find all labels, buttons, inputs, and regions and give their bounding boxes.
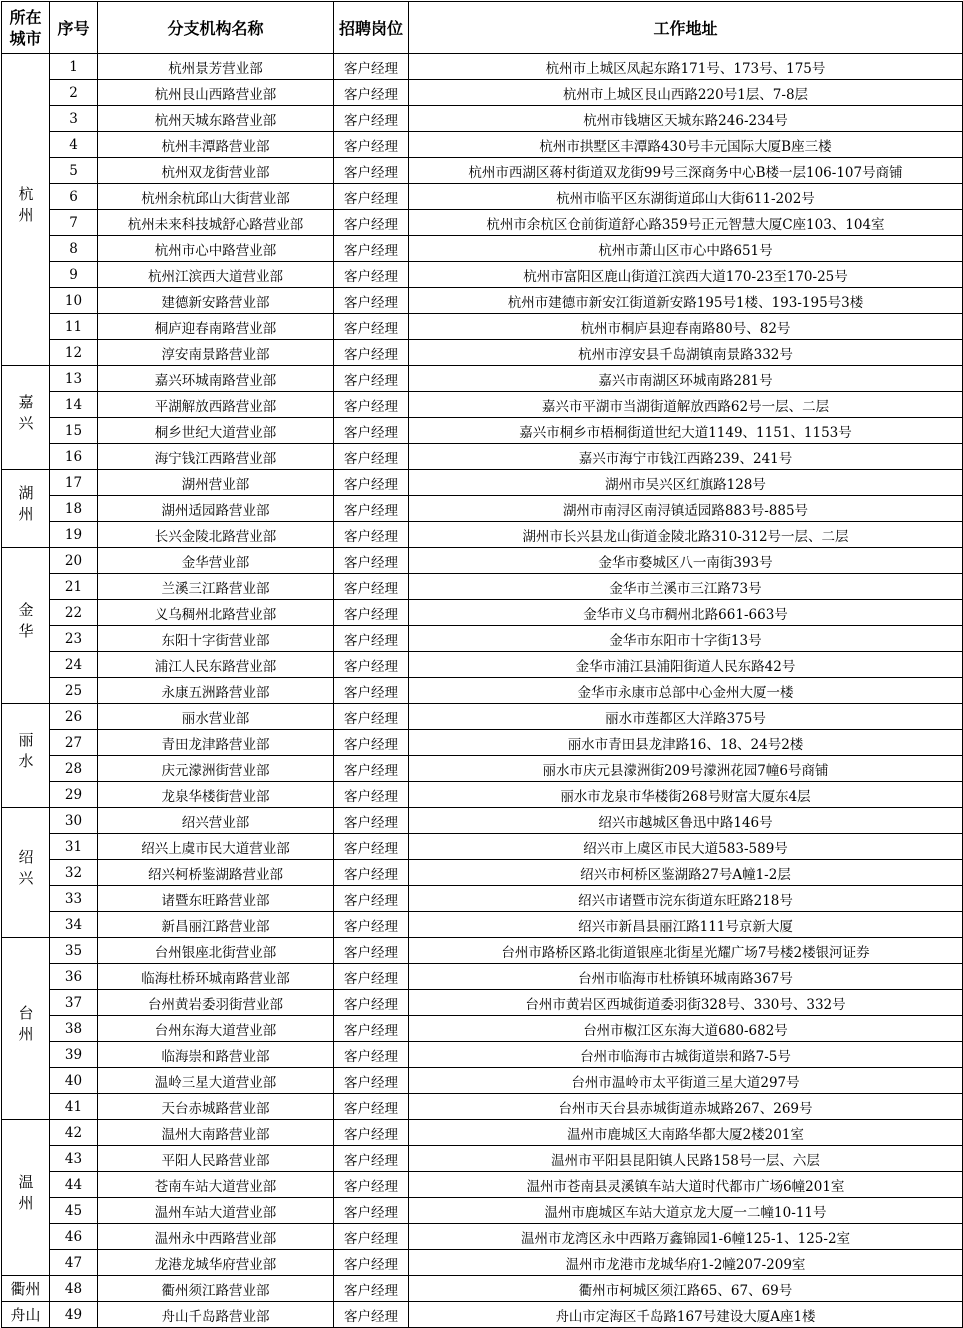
row-number: 46 xyxy=(50,1224,98,1250)
work-address: 丽水市青田县龙津路16、18、24号2楼 xyxy=(409,730,963,756)
table-row xyxy=(2,236,963,262)
work-address: 绍兴市上虞区市民大道583-589号 xyxy=(409,834,963,860)
work-address: 丽水市莲都区大洋路375号 xyxy=(409,704,963,730)
table-row xyxy=(2,262,963,288)
work-address: 衢州市柯城区须江路65、67、69号 xyxy=(409,1276,963,1302)
work-address: 台州市临海市古城街道崇和路7-5号 xyxy=(409,1042,963,1068)
row-number: 7 xyxy=(50,210,98,236)
table-row xyxy=(2,782,963,808)
branch-name: 台州黄岩委羽街营业部 xyxy=(98,990,334,1016)
city-cell xyxy=(2,938,50,1120)
table-row xyxy=(2,1042,963,1068)
position-name: 客户经理 xyxy=(334,574,409,600)
work-address: 金华市婺城区八一南街393号 xyxy=(409,548,963,574)
position-name: 客户经理 xyxy=(334,912,409,938)
branch-name: 嘉兴环城南路营业部 xyxy=(98,366,334,392)
row-number: 21 xyxy=(50,574,98,600)
branch-name: 平湖解放西路营业部 xyxy=(98,392,334,418)
row-number: 47 xyxy=(50,1250,98,1276)
position-name: 客户经理 xyxy=(334,730,409,756)
row-number: 43 xyxy=(50,1146,98,1172)
work-address: 金华市兰溪市三江路73号 xyxy=(409,574,963,600)
row-number: 27 xyxy=(50,730,98,756)
work-address: 杭州市建德市新安江街道新安路195号1楼、193-195号3楼 xyxy=(409,288,963,314)
table-row xyxy=(2,340,963,366)
city-cell xyxy=(2,704,50,808)
position-name: 客户经理 xyxy=(334,808,409,834)
row-number: 26 xyxy=(50,704,98,730)
row-number: 34 xyxy=(50,912,98,938)
work-address: 台州市路桥区路北街道银座北街星光耀广场7号楼2楼银河证券 xyxy=(409,938,963,964)
position-name: 客户经理 xyxy=(334,756,409,782)
table-row xyxy=(2,964,963,990)
position-name: 客户经理 xyxy=(334,990,409,1016)
city-cell xyxy=(2,366,50,470)
row-number: 32 xyxy=(50,860,98,886)
branch-name: 杭州天城东路营业部 xyxy=(98,106,334,132)
branch-name: 杭州双龙街营业部 xyxy=(98,158,334,184)
row-number: 37 xyxy=(50,990,98,1016)
row-number: 36 xyxy=(50,964,98,990)
branch-name: 龙港龙城华府营业部 xyxy=(98,1250,334,1276)
row-number: 45 xyxy=(50,1198,98,1224)
position-name: 客户经理 xyxy=(334,1016,409,1042)
work-address: 温州市龙湾区永中西路万鑫锦园1-6幢125-1、125-2室 xyxy=(409,1224,963,1250)
header-position: 招聘岗位 xyxy=(334,2,409,54)
position-name: 客户经理 xyxy=(334,652,409,678)
city-label: 嘉兴 xyxy=(16,393,35,436)
row-number: 33 xyxy=(50,886,98,912)
branch-name: 温州车站大道营业部 xyxy=(98,1198,334,1224)
position-name: 客户经理 xyxy=(334,184,409,210)
table-row xyxy=(2,626,963,652)
row-number: 49 xyxy=(50,1302,98,1328)
work-address: 绍兴市诸暨市浣东街道东旺路218号 xyxy=(409,886,963,912)
work-address: 杭州市桐庐县迎春南路80号、82号 xyxy=(409,314,963,340)
table-row xyxy=(2,106,963,132)
branch-name: 衢州须江路营业部 xyxy=(98,1276,334,1302)
table-row xyxy=(2,600,963,626)
row-number: 42 xyxy=(50,1120,98,1146)
position-name: 客户经理 xyxy=(334,1146,409,1172)
work-address: 杭州市淳安县千岛湖镇南景路332号 xyxy=(409,340,963,366)
branch-name: 临海崇和路营业部 xyxy=(98,1042,334,1068)
row-number: 35 xyxy=(50,938,98,964)
work-address: 舟山市定海区千岛路167号建设大厦A座1楼 xyxy=(409,1302,963,1328)
position-name: 客户经理 xyxy=(334,444,409,470)
position-name: 客户经理 xyxy=(334,600,409,626)
row-number: 30 xyxy=(50,808,98,834)
table-row xyxy=(2,1198,963,1224)
branch-name: 东阳十字街营业部 xyxy=(98,626,334,652)
row-number: 1 xyxy=(50,54,98,80)
position-name: 客户经理 xyxy=(334,1094,409,1120)
position-name: 客户经理 xyxy=(334,314,409,340)
city-cell xyxy=(2,470,50,548)
branch-name: 杭州未来科技城舒心路营业部 xyxy=(98,210,334,236)
branch-name: 杭州景芳营业部 xyxy=(98,54,334,80)
branch-name: 温岭三星大道营业部 xyxy=(98,1068,334,1094)
branch-name: 桐乡世纪大道营业部 xyxy=(98,418,334,444)
position-name: 客户经理 xyxy=(334,392,409,418)
branch-name: 金华营业部 xyxy=(98,548,334,574)
position-name: 客户经理 xyxy=(334,886,409,912)
table-row xyxy=(2,470,963,496)
position-name: 客户经理 xyxy=(334,262,409,288)
work-address: 绍兴市新昌县丽江路111号京新大厦 xyxy=(409,912,963,938)
row-number: 28 xyxy=(50,756,98,782)
work-address: 杭州市拱墅区丰潭路430号丰元国际大厦B座三楼 xyxy=(409,132,963,158)
row-number: 11 xyxy=(50,314,98,340)
branch-name: 丽水营业部 xyxy=(98,704,334,730)
table-row xyxy=(2,912,963,938)
row-number: 44 xyxy=(50,1172,98,1198)
city-label: 丽水 xyxy=(16,731,35,774)
city-cell xyxy=(2,808,50,938)
work-address: 绍兴市柯桥区鉴湖路27号A幢1-2层 xyxy=(409,860,963,886)
branch-name: 淳安南景路营业部 xyxy=(98,340,334,366)
city-cell xyxy=(2,1120,50,1276)
table-row xyxy=(2,808,963,834)
branch-name: 新昌丽江路营业部 xyxy=(98,912,334,938)
table-row xyxy=(2,184,963,210)
table-row xyxy=(2,288,963,314)
row-number: 5 xyxy=(50,158,98,184)
work-address: 金华市永康市总部中心金州大厦一楼 xyxy=(409,678,963,704)
table-row xyxy=(2,1120,963,1146)
row-number: 4 xyxy=(50,132,98,158)
city-label: 绍兴 xyxy=(16,848,35,891)
work-address: 杭州市上城区凤起东路171号、173号、175号 xyxy=(409,54,963,80)
table-row xyxy=(2,834,963,860)
work-address: 温州市平阳县昆阳镇人民路158号一层、六层 xyxy=(409,1146,963,1172)
table-row xyxy=(2,886,963,912)
position-name: 客户经理 xyxy=(334,860,409,886)
row-number: 13 xyxy=(50,366,98,392)
work-address: 杭州市上城区艮山西路220号1层、7-8层 xyxy=(409,80,963,106)
work-address: 台州市临海市杜桥镇环城南路367号 xyxy=(409,964,963,990)
branch-name: 台州银座北街营业部 xyxy=(98,938,334,964)
position-name: 客户经理 xyxy=(334,366,409,392)
table-row xyxy=(2,1172,963,1198)
branch-name: 杭州丰潭路营业部 xyxy=(98,132,334,158)
position-name: 客户经理 xyxy=(334,1198,409,1224)
branch-name: 温州大南路营业部 xyxy=(98,1120,334,1146)
row-number: 6 xyxy=(50,184,98,210)
row-number: 31 xyxy=(50,834,98,860)
row-number: 2 xyxy=(50,80,98,106)
position-name: 客户经理 xyxy=(334,210,409,236)
work-address: 温州市鹿城区车站大道京龙大厦一二幢10-11号 xyxy=(409,1198,963,1224)
branch-name: 杭州江滨西大道营业部 xyxy=(98,262,334,288)
row-number: 48 xyxy=(50,1276,98,1302)
row-number: 8 xyxy=(50,236,98,262)
work-address: 杭州市富阳区鹿山街道江滨西大道170-23至170-25号 xyxy=(409,262,963,288)
work-address: 湖州市南浔区南浔镇适园路883号-885号 xyxy=(409,496,963,522)
branch-name: 兰溪三江路营业部 xyxy=(98,574,334,600)
city-cell xyxy=(2,54,50,366)
branch-name: 舟山千岛路营业部 xyxy=(98,1302,334,1328)
branch-name: 绍兴上虞市民大道营业部 xyxy=(98,834,334,860)
work-address: 温州市龙港市龙城华府1-2幢207-209室 xyxy=(409,1250,963,1276)
row-number: 39 xyxy=(50,1042,98,1068)
city-cell xyxy=(2,1276,50,1302)
position-name: 客户经理 xyxy=(334,1068,409,1094)
position-name: 客户经理 xyxy=(334,548,409,574)
position-name: 客户经理 xyxy=(334,80,409,106)
row-number: 16 xyxy=(50,444,98,470)
position-name: 客户经理 xyxy=(334,1172,409,1198)
row-number: 23 xyxy=(50,626,98,652)
work-address: 台州市黄岩区西城街道委羽街328号、330号、332号 xyxy=(409,990,963,1016)
work-address: 嘉兴市平湖市当湖街道解放西路62号一层、二层 xyxy=(409,392,963,418)
position-name: 客户经理 xyxy=(334,158,409,184)
city-label: 台州 xyxy=(16,1004,35,1047)
table-row xyxy=(2,730,963,756)
city-label: 舟山 xyxy=(10,1305,41,1324)
position-name: 客户经理 xyxy=(334,418,409,444)
table-row xyxy=(2,548,963,574)
position-name: 客户经理 xyxy=(334,1224,409,1250)
header-no: 序号 xyxy=(50,2,98,54)
table-row xyxy=(2,158,963,184)
work-address: 绍兴市越城区鲁迅中路146号 xyxy=(409,808,963,834)
table-row xyxy=(2,314,963,340)
work-address: 杭州市临平区东湖街道邱山大街611-202号 xyxy=(409,184,963,210)
row-number: 17 xyxy=(50,470,98,496)
work-address: 湖州市吴兴区红旗路128号 xyxy=(409,470,963,496)
table-row xyxy=(2,574,963,600)
work-address: 温州市鹿城区大南路华都大厦2楼201室 xyxy=(409,1120,963,1146)
work-address: 杭州市余杭区仓前街道舒心路359号正元智慧大厦C座103、104室 xyxy=(409,210,963,236)
row-number: 40 xyxy=(50,1068,98,1094)
work-address: 丽水市庆元县濛洲街209号濛洲花园7幢6号商铺 xyxy=(409,756,963,782)
table-row xyxy=(2,522,963,548)
table-row xyxy=(2,860,963,886)
row-number: 3 xyxy=(50,106,98,132)
table-row xyxy=(2,366,963,392)
header-row xyxy=(2,2,963,54)
branch-name: 天台赤城路营业部 xyxy=(98,1094,334,1120)
branch-name: 临海杜桥环城南路营业部 xyxy=(98,964,334,990)
branch-name: 温州永中西路营业部 xyxy=(98,1224,334,1250)
position-name: 客户经理 xyxy=(334,678,409,704)
work-address: 金华市浦江县浦阳街道人民东路42号 xyxy=(409,652,963,678)
table-row xyxy=(2,132,963,158)
row-number: 29 xyxy=(50,782,98,808)
row-number: 18 xyxy=(50,496,98,522)
position-name: 客户经理 xyxy=(334,288,409,314)
table-row xyxy=(2,210,963,236)
city-label: 温州 xyxy=(16,1173,35,1216)
position-name: 客户经理 xyxy=(334,236,409,262)
table-row xyxy=(2,80,963,106)
table-row xyxy=(2,1094,963,1120)
branch-recruitment-table xyxy=(1,1,963,1328)
position-name: 客户经理 xyxy=(334,834,409,860)
branch-name: 湖州适园路营业部 xyxy=(98,496,334,522)
position-name: 客户经理 xyxy=(334,54,409,80)
table-row xyxy=(2,1146,963,1172)
work-address: 台州市椒江区东海大道680-682号 xyxy=(409,1016,963,1042)
table-row xyxy=(2,1250,963,1276)
row-number: 14 xyxy=(50,392,98,418)
branch-name: 浦江人民东路营业部 xyxy=(98,652,334,678)
row-number: 12 xyxy=(50,340,98,366)
branch-name: 杭州市心中路营业部 xyxy=(98,236,334,262)
table-row xyxy=(2,496,963,522)
work-address: 嘉兴市海宁市钱江西路239、241号 xyxy=(409,444,963,470)
branch-name: 建德新安路营业部 xyxy=(98,288,334,314)
position-name: 客户经理 xyxy=(334,704,409,730)
work-address: 金华市义乌市稠州北路661-663号 xyxy=(409,600,963,626)
table-row xyxy=(2,652,963,678)
table-row xyxy=(2,756,963,782)
table-body xyxy=(2,54,963,1328)
row-number: 38 xyxy=(50,1016,98,1042)
row-number: 10 xyxy=(50,288,98,314)
position-name: 客户经理 xyxy=(334,626,409,652)
branch-name: 诸暨东旺路营业部 xyxy=(98,886,334,912)
branch-name: 庆元濛洲街营业部 xyxy=(98,756,334,782)
table-row xyxy=(2,54,963,80)
position-name: 客户经理 xyxy=(334,496,409,522)
branch-name: 杭州艮山西路营业部 xyxy=(98,80,334,106)
header-city: 所在城市 xyxy=(2,2,50,54)
row-number: 41 xyxy=(50,1094,98,1120)
work-address: 丽水市龙泉市华楼街268号财富大厦东4层 xyxy=(409,782,963,808)
row-number: 9 xyxy=(50,262,98,288)
table-row xyxy=(2,418,963,444)
table-row xyxy=(2,678,963,704)
table-row xyxy=(2,704,963,730)
table-row xyxy=(2,1016,963,1042)
position-name: 客户经理 xyxy=(334,1042,409,1068)
table-row xyxy=(2,1068,963,1094)
branch-name: 龙泉华楼街营业部 xyxy=(98,782,334,808)
position-name: 客户经理 xyxy=(334,1120,409,1146)
work-address: 温州市苍南县灵溪镇车站大道时代都市广场6幢201室 xyxy=(409,1172,963,1198)
city-label: 金华 xyxy=(16,601,35,644)
work-address: 台州市温岭市太平街道三星大道297号 xyxy=(409,1068,963,1094)
table-row xyxy=(2,990,963,1016)
row-number: 25 xyxy=(50,678,98,704)
work-address: 杭州市西湖区蒋村街道双龙街99号三深商务中心B楼一层106-107号商铺 xyxy=(409,158,963,184)
table-row xyxy=(2,392,963,418)
city-cell xyxy=(2,548,50,704)
branch-name: 永康五洲路营业部 xyxy=(98,678,334,704)
branch-name: 苍南车站大道营业部 xyxy=(98,1172,334,1198)
row-number: 24 xyxy=(50,652,98,678)
branch-name: 桐庐迎春南路营业部 xyxy=(98,314,334,340)
position-name: 客户经理 xyxy=(334,782,409,808)
branch-name: 义乌稠州北路营业部 xyxy=(98,600,334,626)
city-label: 衢州 xyxy=(10,1279,41,1298)
position-name: 客户经理 xyxy=(334,522,409,548)
branch-name: 湖州营业部 xyxy=(98,470,334,496)
work-address: 杭州市钱塘区天城东路246-234号 xyxy=(409,106,963,132)
city-cell xyxy=(2,1302,50,1328)
position-name: 客户经理 xyxy=(334,132,409,158)
branch-name: 绍兴柯桥鉴湖路营业部 xyxy=(98,860,334,886)
branch-name: 绍兴营业部 xyxy=(98,808,334,834)
header-branch: 分支机构名称 xyxy=(98,2,334,54)
table-row xyxy=(2,1302,963,1328)
row-number: 20 xyxy=(50,548,98,574)
work-address: 杭州市萧山区市心中路651号 xyxy=(409,236,963,262)
work-address: 嘉兴市桐乡市梧桐街道世纪大道1149、1151、1153号 xyxy=(409,418,963,444)
work-address: 金华市东阳市十字街13号 xyxy=(409,626,963,652)
work-address: 湖州市长兴县龙山街道金陵北路310-312号一层、二层 xyxy=(409,522,963,548)
work-address: 台州市天台县赤城街道赤城路267、269号 xyxy=(409,1094,963,1120)
branch-name: 海宁钱江西路营业部 xyxy=(98,444,334,470)
table-row xyxy=(2,1224,963,1250)
position-name: 客户经理 xyxy=(334,964,409,990)
table-row xyxy=(2,938,963,964)
position-name: 客户经理 xyxy=(334,1250,409,1276)
branch-name: 杭州余杭邱山大街营业部 xyxy=(98,184,334,210)
row-number: 15 xyxy=(50,418,98,444)
branch-name: 青田龙津路营业部 xyxy=(98,730,334,756)
branch-name: 平阳人民路营业部 xyxy=(98,1146,334,1172)
table-row xyxy=(2,444,963,470)
row-number: 19 xyxy=(50,522,98,548)
table-row xyxy=(2,1276,963,1302)
position-name: 客户经理 xyxy=(334,340,409,366)
work-address: 嘉兴市南湖区环城南路281号 xyxy=(409,366,963,392)
header-address: 工作地址 xyxy=(409,2,963,54)
city-label: 湖州 xyxy=(16,484,35,527)
position-name: 客户经理 xyxy=(334,1302,409,1328)
branch-name: 长兴金陵北路营业部 xyxy=(98,522,334,548)
branch-name: 台州东海大道营业部 xyxy=(98,1016,334,1042)
row-number: 22 xyxy=(50,600,98,626)
position-name: 客户经理 xyxy=(334,470,409,496)
position-name: 客户经理 xyxy=(334,106,409,132)
position-name: 客户经理 xyxy=(334,1276,409,1302)
city-label: 杭州 xyxy=(16,185,35,228)
position-name: 客户经理 xyxy=(334,938,409,964)
